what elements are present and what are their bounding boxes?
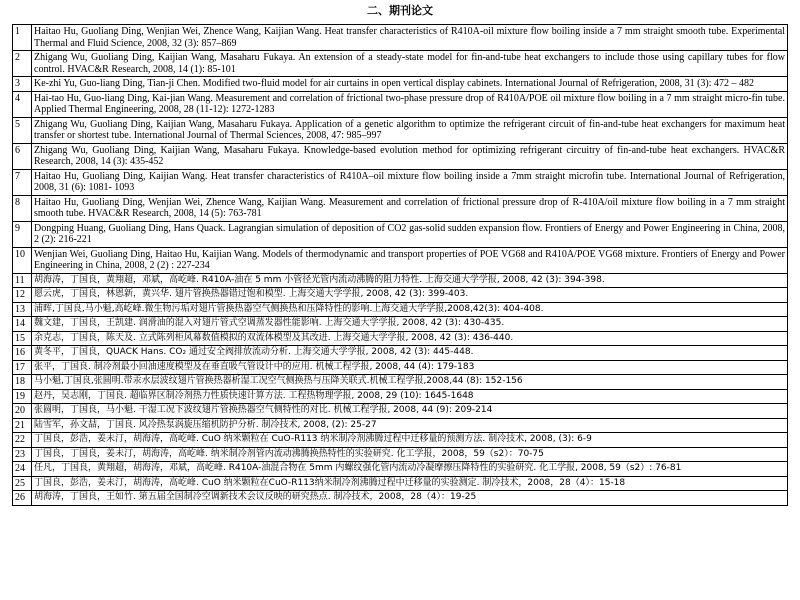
row-number: 22 <box>13 433 32 448</box>
row-number: 24 <box>13 462 32 477</box>
row-number: 16 <box>13 346 32 361</box>
document-page <box>12 0 788 506</box>
citation-text: Haitao Hu, Guoliang Ding, Wenjian Wei, Zhence Wang, Kaijian Wang. Heat transfer characteristics of R410A-oil mixture flow boiling inside a 7 mm straight smooth tube. Experimental Thermal and Fluid Science, 2008, 32 (3): 857–869 <box>32 25 788 51</box>
table-row <box>13 375 788 390</box>
row-number: 1 <box>13 25 32 51</box>
row-number: 10 <box>13 247 32 273</box>
citation-text: Zhigang Wu, Guoliang Ding, Kaijian Wang, Masaharu Fukaya. Knowledge-based evolution method for optimizing refrigerant circuitry of fin-and-tube heat exchangers. HVAC&R Research, 2008, 14 (3): 435-452 <box>32 143 788 169</box>
row-number: 6 <box>13 143 32 169</box>
row-number: 19 <box>13 389 32 404</box>
row-number: 26 <box>13 491 32 506</box>
citation-text: 魏文建，丁国良，王凯建. 润滑油的混入对翅片管式空调蒸发器性能影响. 上海交通大学学报, 2008, 42 (3): 430-435. <box>32 317 788 332</box>
citation-text: 愿云虎，丁国良，林恩新，黄兴华. 翅片管换热器错过饱和模型. 上海交通大学学报, 2008, 42 (3): 399-403. <box>32 288 788 303</box>
table-row <box>13 331 788 346</box>
citation-text: Haitao Hu, Guoliang Ding, Kaijian Wang. Heat transfer characteristics of R410A–oil mixture flow boiling inside a 7mm straight microfin tube. International Journal of Refrigeration, 2008, 31 (6): 1081- 1093 <box>32 169 788 195</box>
citation-text: 余克志，丁国良，陈天及. 立式陈列柜风幕数值模拟的双流体模型及其改进. 上海交通大学学报, 2008, 42 (3): 436-440. <box>32 331 788 346</box>
table-row <box>13 77 788 92</box>
table-row <box>13 389 788 404</box>
table-row <box>13 143 788 169</box>
table-row <box>13 302 788 317</box>
citation-text: Haitao Hu, Guoliang Ding, Wenjian Wei, Zhence Wang, Kaijian Wang. Measurement and correlation of frictional pressure drop of R-410A/oil mixture flow boiling in a 7 mm straight smooth tube. HVAC&R Research, 2008, 14 (5): 763-781 <box>32 195 788 221</box>
table-row <box>13 491 788 506</box>
citation-text: Zhigang Wu, Guoliang Ding, Kaijian Wang, Masaharu Fukaya. Application of a genetic algorithm to optimize the refrigerant circuit of fin-and-tube heat exchangers for maximum heat transfer or shortest tube. International Journal of Thermal Sciences, 2008, 47: 985–997 <box>32 117 788 143</box>
citation-text: Ke-zhi Yu, Guo-liang Ding, Tian-ji Chen. Modified two-fluid model for air curtains in open vertical display cabinets. International Journal of Refrigeration, 2008, 31 (3): 472 – 482 <box>32 77 788 92</box>
row-number: 15 <box>13 331 32 346</box>
row-number: 17 <box>13 360 32 375</box>
row-number: 9 <box>13 221 32 247</box>
citation-text: 丁国良，彭浩，姜未汀，胡海涛，高屹峰. CuO 纳米颗粒在 CuO-R113 纳米制冷剂沸腾过程中迁移量的预测方法. 制冷技术, 2008, (3): 6-9 <box>32 433 788 448</box>
table-row <box>13 476 788 491</box>
row-number: 14 <box>13 317 32 332</box>
citation-text: 马小魁,丁国良,张圆明.带汞水层波纹翅片管换热器析湿工况空气侧换热与压降关联式.机械工程学报,2008,44 (8): 152-156 <box>32 375 788 390</box>
row-number: 7 <box>13 169 32 195</box>
publication-table <box>12 24 788 506</box>
citation-text: 张圆明，丁国良，马小魁. 干湿工况下波纹翅片管换热器空气侧特性的对比. 机械工程学报, 2008, 44 (9): 209-214 <box>32 404 788 419</box>
table-row <box>13 117 788 143</box>
citation-text: 陆雪军，孙文喆，丁国良. 风冷热泵涡旋压缩机防护分析. 制冷技术, 2008, (2): 25-27 <box>32 418 788 433</box>
row-number: 13 <box>13 302 32 317</box>
table-row <box>13 346 788 361</box>
publication-table-body <box>13 25 788 506</box>
row-number: 12 <box>13 288 32 303</box>
citation-text: 赵丹，吴志刚，丁国良. 超临界区制冷剂热力性质快速计算方法. 工程热物理学报, 2008, 29 (10): 1645-1648 <box>32 389 788 404</box>
citation-text: 任凡，丁国良，黄翔超，胡海涛，邓斌，高屹峰. R410A-油混合物在 5mm 内螺纹强化管内流动冷凝摩擦压降特性的实验研究. 化工学报, 2008, 59（s2）: 76-81 <box>32 462 788 477</box>
table-row <box>13 404 788 419</box>
table-row <box>13 360 788 375</box>
row-number: 4 <box>13 91 32 117</box>
table-row <box>13 273 788 288</box>
table-row <box>13 25 788 51</box>
citation-text: 浦晖,丁国良,马小魁,高屹峰.微生物污垢对翅片管换热器空气侧换热和压降特性的影响.上海交通大学学报,2008,42(3): 404-408. <box>32 302 788 317</box>
row-number: 5 <box>13 117 32 143</box>
row-number: 18 <box>13 375 32 390</box>
table-row <box>13 418 788 433</box>
table-row <box>13 247 788 273</box>
table-row <box>13 288 788 303</box>
row-number: 25 <box>13 476 32 491</box>
table-row <box>13 462 788 477</box>
row-number: 8 <box>13 195 32 221</box>
table-row <box>13 317 788 332</box>
citation-text: 黄冬平，丁国良，QUACK Hans. CO₂ 通过安全阀排放流动分析. 上海交通大学学报, 2008, 42 (3): 445-448. <box>32 346 788 361</box>
table-row <box>13 169 788 195</box>
row-number: 2 <box>13 51 32 77</box>
citation-text: Wenjian Wei, Guoliang Ding, Haitao Hu, Kaijian Wang. Models of thermodynamic and transport properties of POE VG68 and R410A/POE VG68 mixture. Frontiers of Energy and Power Engineering in China, 2008, 2 (2) : 227-234 <box>32 247 788 273</box>
row-number: 11 <box>13 273 32 288</box>
row-number: 21 <box>13 418 32 433</box>
table-row <box>13 433 788 448</box>
row-number: 20 <box>13 404 32 419</box>
table-row <box>13 221 788 247</box>
citation-text: 张平，丁国良. 制冷剂最小回油速度模型及在垂直吸气管设计中的应用. 机械工程学报, 2008, 44 (4): 179-183 <box>32 360 788 375</box>
citation-text: Hai-tao Hu, Guo-liang Ding, Kai-jian Wang. Measurement and correlation of frictional two-phase pressure drop of R410A/POE oil mixture flow boiling in a 7 mm straight micro-fin tube. Applied Thermal Engineering, 2008, 28 (11-12): 1272-1283 <box>32 91 788 117</box>
row-number: 3 <box>13 77 32 92</box>
section-title: 二、期刊论文 <box>367 4 433 17</box>
table-row <box>13 195 788 221</box>
citation-text: Zhigang Wu, Guoliang Ding, Kaijian Wang, Masaharu Fukaya. An extension of a steady-state model for fin-and-tube heat exchangers to include those using capillary tubes for flow control. HVAC&R Research, 2008, 14 (1): 85-101 <box>32 51 788 77</box>
row-number: 23 <box>13 447 32 462</box>
citation-text: 胡海涛，丁国良，王如竹. 第五届全国制冷空调新技术会议反映的研究热点. 制冷技术，2008，28（4）：19-25 <box>32 491 788 506</box>
table-row <box>13 91 788 117</box>
table-row <box>13 51 788 77</box>
citation-text: Dongping Huang, Guoliang Ding, Hans Quack. Lagrangian simulation of deposition of CO2 gas-solid sudden expansion flow. Frontiers of Energy and Power Engineering in China, 2008, 2 (2): 216-221 <box>32 221 788 247</box>
citation-text: 丁国良，彭浩，姜未汀，胡海涛，高屹峰. CuO 纳米颗粒在CuO-R113纳米制冷剂沸腾过程中迁移量的实验测定. 制冷技术，2008，28（4）：15-18 <box>32 476 788 491</box>
citation-text: 胡海涛，丁国良，黄翔超，邓斌，高屹峰. R410A-油在 5 mm 小管径光管内流动沸腾的阻力特性. 上海交通大学学报, 2008, 42 (3): 394-398. <box>32 273 788 288</box>
citation-text: 丁国良，丁国良，姜未汀，胡海涛，高屹峰. 纳米制冷剂管内流动沸腾换热特性的实验研究. 化工学报，2008，59（s2）：70-75 <box>32 447 788 462</box>
table-row <box>13 447 788 462</box>
